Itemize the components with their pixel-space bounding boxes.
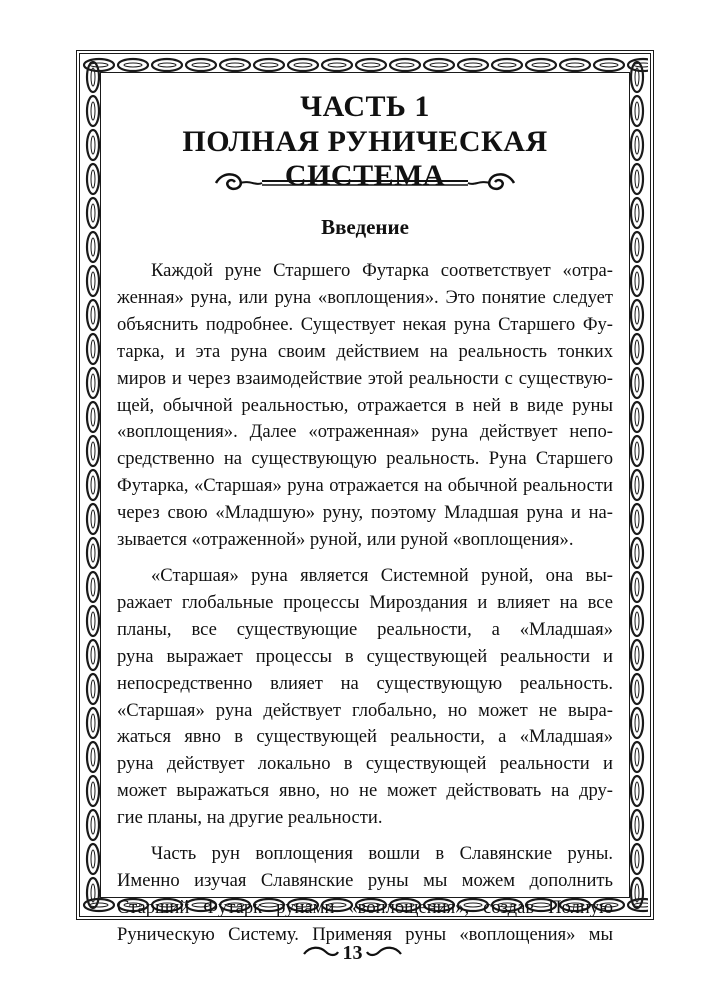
text-line: Часть рун воплощения вошли в Славянские руны.	[151, 843, 613, 865]
text-line: планы, все существующие реальности, а «Младшая»	[117, 618, 613, 640]
text-line: женная» руна, или руна «воплощения». Это понятие следует	[117, 286, 613, 308]
text-line: руна действует локально в существующей реальности и	[117, 753, 613, 775]
text-line: гие планы, на другие реальности.	[117, 807, 383, 829]
text-line: средственно на существующую реальность. Руна Старшего	[117, 448, 613, 470]
text-line: непосредственно влияет на существующую реальность.	[117, 672, 613, 694]
paragraph	[117, 563, 613, 832]
page-number	[300, 938, 405, 968]
text-line: Старший Футарк рунами «воплощения», создав Полную	[117, 896, 613, 918]
text-line: Каждой руне Старшего Футарка соответствует «отра-	[151, 260, 613, 281]
text-line: «Старшая» руна действует глобально, но может не выра-	[117, 699, 613, 721]
text-line: Руническую Систему. Применяя руны «воплощения» мы	[117, 923, 613, 945]
part-heading: ЧАСТЬ 1	[300, 90, 430, 123]
text-line: тарка, и эта руна своим действием на реальность тонких	[117, 340, 613, 362]
text-line: Именно изучая Славянские руны мы можем дополнить	[117, 869, 613, 891]
text-line: через свою «Младшую» руну, поэтому Младшая руна и на-	[117, 502, 613, 524]
chain-border-left	[82, 60, 104, 910]
text-line: объяснить подробнее. Существует некая руна Старшего Фу-	[117, 313, 613, 335]
text-line: зывается «отраженной» руной, или руной «воплощения».	[117, 529, 574, 551]
text-line: «Старшая» руна является Системной руной, она вы-	[151, 564, 613, 586]
flourish-divider	[210, 168, 520, 198]
text-line: может выражаться явно, но не может действовать на дру-	[117, 780, 613, 802]
text-line: руна выражает процессы в существующей реальности и	[117, 645, 613, 667]
text-line: «воплощения». Далее «отраженная» руна действует непо-	[117, 421, 613, 443]
page-number-text: 13	[342, 942, 363, 964]
paragraph	[117, 258, 613, 554]
chain-border-right	[626, 60, 648, 910]
section-heading: Введение	[321, 215, 409, 239]
text-line: ражает глобальные процессы Мироздания и влияет на все	[117, 591, 613, 613]
part-title: ПОЛНАЯ РУНИЧЕСКАЯ СИСТЕМА	[182, 125, 548, 192]
chain-border-top	[82, 54, 648, 76]
text-line: Футарка, «Старшая» руна отражается на обычной реальности	[117, 475, 613, 497]
body-text	[117, 258, 613, 949]
text-line: щей, обычной реальностью, отражается в ней в виде руны	[117, 394, 613, 416]
text-line: миров и через взаимодействие этой реальности с существую-	[117, 367, 613, 389]
text-line: жаться явно в существующей реальности, а «Младшая»	[117, 726, 613, 748]
paragraph	[117, 841, 613, 949]
